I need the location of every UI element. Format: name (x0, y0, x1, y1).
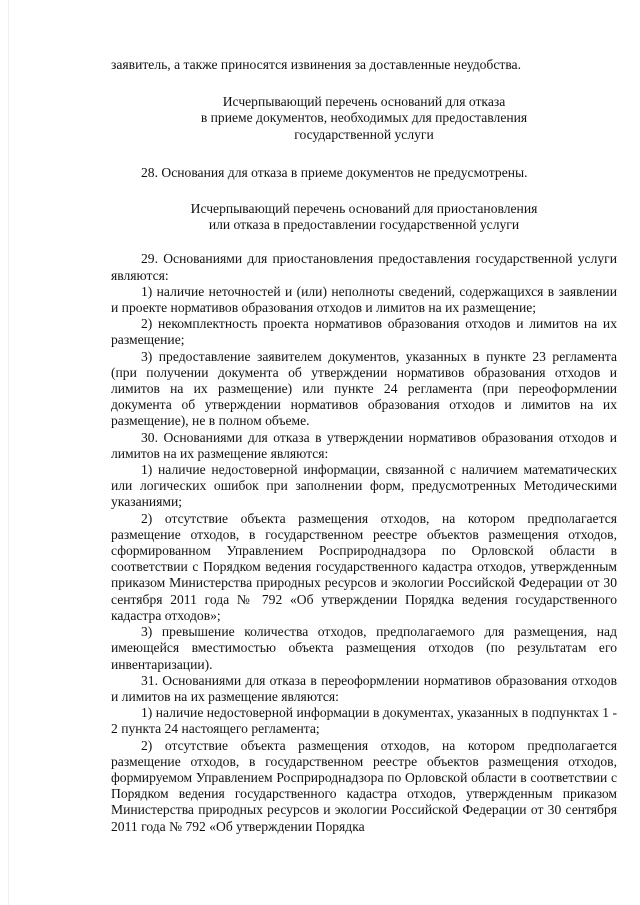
paragraph-30-1: 1) наличие недостоверной информации, связанной с наличием математических или логических ошибок при заполнении форм, предусмотренных Методическими указаниями; (111, 462, 617, 510)
paragraph-30-3: 3) превышение количества отходов, предполагаемого для размещения, над имеющейся вместимостью объекта размещения отходов (по результатам его инвентаризации). (111, 624, 617, 672)
heading-line: Исчерпывающий перечень оснований для приостановления (190, 201, 538, 217)
heading-line: Исчерпывающий перечень оснований для отказа (222, 94, 506, 110)
paragraph-30: 30. Основаниями для отказа в утверждении нормативов образования отходов и лимитов на их размещение являются: (111, 429, 617, 461)
heading-line: или отказа в предоставлении государственной услуги (208, 217, 520, 233)
heading-refusal-docs (111, 94, 617, 143)
paragraph-29: 29. Основаниями для приостановления предоставления государственной услуги являются: (111, 251, 617, 283)
scan-margin-line (8, 0, 9, 905)
paragraph-29-2: 2) некомплектность проекта нормативов образования отходов и лимитов на их размещение; (111, 316, 617, 348)
paragraph-30-2: 2) отсутствие объекта размещения отходов, на котором предполагается размещение отходов, в государственном реестре объектов размещения отходов, сформированном Управлением Росприроднадзора по Орловской области в соответствии с Порядком ведения государственного кадастра отходов, утвержденным приказом Министерства природных ресурсов и экологии Российской Федерации от 30 сентября 2011 года № 792 «Об утверждении Порядка ведения государственного кадастра отходов»; (111, 510, 617, 623)
paragraph-29-1: 1) наличие неточностей и (или) неполноты сведений, содержащихся в заявлении и проекте нормативов образования отходов и лимитов на их размещение; (111, 283, 617, 316)
paragraph-28: 28. Основания для отказа в приеме документов не предусмотрены. (141, 164, 528, 180)
paragraph-31-2: 2) отсутствие объекта размещения отходов, на котором предполагается размещение отходов, в государственном реестре объектов размещения отходов, формируемом Управлением Росприроднадзора по Орловской области в соответствии с Порядком ведения государственного кадастра отходов, утвержденным приказом Министерства природных ресурсов и экологии Российской Федерации от 30 сентября 2011 года № 792 «Об утверждении Порядка (111, 737, 617, 834)
paragraph-31-1: 1) наличие недостоверной информации в документах, указанных в подпунктах 1 - 2 пункта 24 настоящего регламента; (111, 705, 617, 737)
paragraph-31: 31. Основаниями для отказа в переоформлении нормативов образования отходов и лимитов на их размещение являются: (111, 672, 617, 704)
heading-line: в приеме документов, необходимых для предоставления (200, 110, 528, 126)
paragraph-29-3: 3) предоставление заявителем документов, указанных в пункте 23 регламента (при получении документа об утверждении нормативов образования отходов и лимитов на их размещение) или пункте 24 регламента (при переоформлении документа об утверждении нормативов образования отходов и лимитов на их размещение), не в полном объеме. (111, 348, 617, 429)
heading-line: государственной услуги (294, 126, 434, 142)
heading-suspension (111, 201, 617, 233)
intro-tail-text: заявитель, а также приносятся извинения за доставленные неудобства. (111, 57, 521, 72)
